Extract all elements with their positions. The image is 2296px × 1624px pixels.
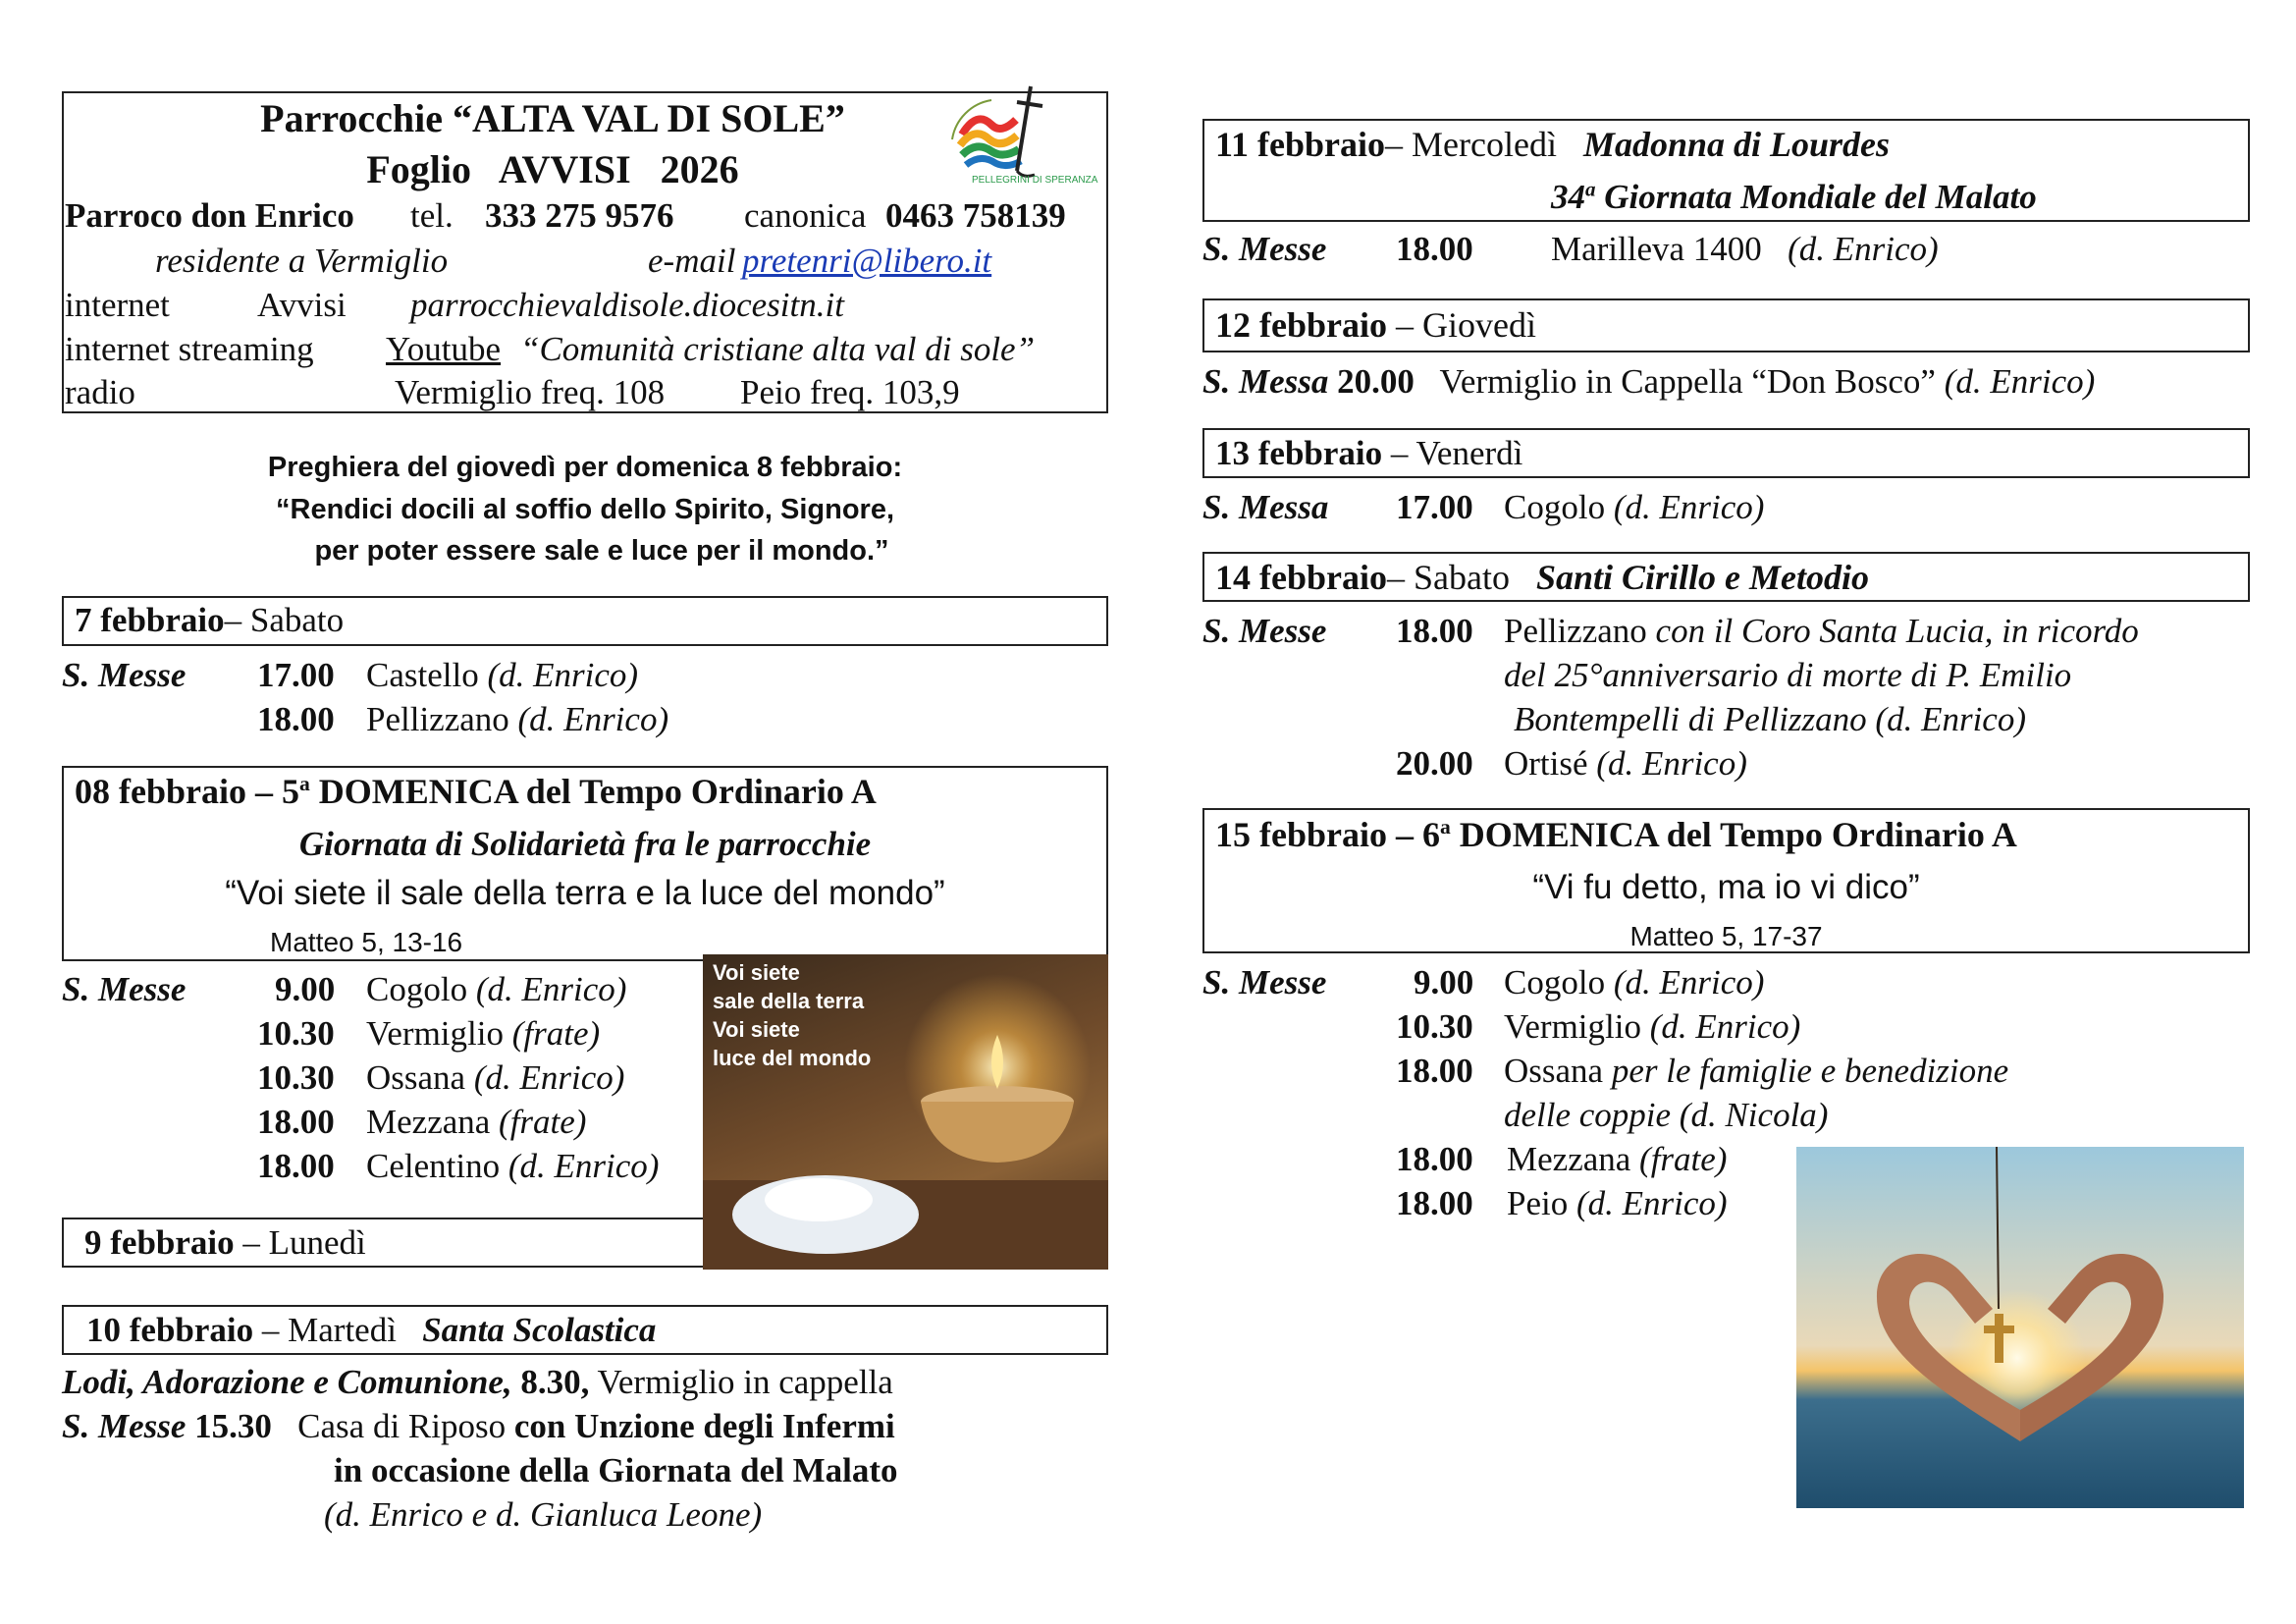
radio-peio: Peio freq. 103,9 bbox=[740, 373, 960, 411]
d8-time-4: 18.00 bbox=[257, 1147, 335, 1185]
day-15-label: S. Messe bbox=[1202, 963, 1327, 1001]
day-15-quote: “Vi fu detto, ma io vi dico” bbox=[1532, 868, 1920, 906]
header-title: Parrocchie “ALTA VAL DI SOLE” bbox=[260, 96, 845, 140]
d7-row-0: Castello (d. Enrico) bbox=[366, 656, 639, 694]
day-14-place1: Pellizzano con il Coro Santa Lucia, in ricordo bbox=[1504, 612, 2139, 650]
internet-label: internet bbox=[65, 286, 170, 324]
d15-row-5: Peio (d. Enrico) bbox=[1507, 1184, 1728, 1222]
email-link[interactable]: pretenri@libero.it bbox=[742, 242, 992, 280]
day-8-quote: “Voi siete il sale della terra e la luce del mondo” bbox=[225, 874, 945, 912]
d8-row-4: Celentino (d. Enrico) bbox=[366, 1147, 660, 1185]
d8-time-0: 9.00 bbox=[275, 970, 336, 1008]
day-8-label: S. Messe bbox=[62, 970, 187, 1008]
d15-row-4: Mezzana (frate) bbox=[1507, 1140, 1728, 1178]
day-13-title: 13 febbraio – Venerdì bbox=[1215, 434, 1523, 472]
day-10-occasione: in occasione della Giornata del Malato bbox=[334, 1451, 898, 1489]
day-8-giornata: Giornata di Solidarietà fra le parrocchie bbox=[298, 825, 872, 863]
day-11-title: 11 febbraio– Mercoledì Madonna di Lourdes bbox=[1215, 125, 1891, 164]
residence: residente a Vermiglio bbox=[155, 242, 449, 280]
jubilee-logo bbox=[933, 81, 1098, 189]
prayer-line3: per poter essere sale e luce per il mondo.” bbox=[314, 535, 889, 567]
canonica-label: canonica bbox=[744, 196, 867, 235]
day-8-title: 08 febbraio – 5$^a$ DOMENICA del Tempo Ordinario A bbox=[75, 772, 877, 811]
d8-time-1: 10.30 bbox=[257, 1014, 335, 1053]
day-14-time2: 20.00 bbox=[1396, 744, 1473, 783]
youtube-channel: “Comunità cristiane alta val di sole” bbox=[520, 330, 1036, 368]
d15-row-0: Cogolo (d. Enrico) bbox=[1504, 963, 1765, 1001]
d8-time-3: 18.00 bbox=[257, 1103, 335, 1141]
logo-caption: PELLEGRINI DI SPERANZA bbox=[972, 175, 1098, 186]
day-14-note3: Bontempelli di Pellizzano (d. Enrico) bbox=[1514, 700, 2026, 738]
day-14-title: 14 febbraio– Sabato Santi Cirillo e Metodio bbox=[1215, 558, 1870, 597]
day-15-ref: Matteo 5, 17-37 bbox=[1629, 921, 1823, 951]
candle-salt-image bbox=[703, 954, 1108, 1270]
radio-label: radio bbox=[65, 373, 135, 411]
d8-row-2: Ossana (d. Enrico) bbox=[366, 1058, 625, 1097]
day-7-label: S. Messe bbox=[62, 656, 187, 694]
day-13-label: S. Messa bbox=[1202, 488, 1329, 526]
day-7-title: 7 febbraio– Sabato bbox=[75, 601, 345, 639]
canonica-number: 0463 758139 bbox=[885, 196, 1066, 235]
d15-time-4: 18.00 bbox=[1396, 1140, 1473, 1178]
day-15-title: 15 febbraio – 6$^a$ DOMENICA del Tempo Ordinario A bbox=[1215, 815, 2017, 854]
avvisi-label: Avvisi bbox=[257, 286, 347, 324]
day-14-note2: del 25°anniversario di morte di P. Emilio bbox=[1504, 656, 2072, 694]
d8-row-3: Mezzana (frate) bbox=[366, 1103, 587, 1141]
d15-time-5: 18.00 bbox=[1396, 1184, 1473, 1222]
d8-row-0: Cogolo (d. Enrico) bbox=[366, 970, 627, 1008]
prayer-line2: “Rendici docili al soffio dello Spirito, Signore, bbox=[276, 494, 894, 525]
day-11-place: Marilleva 1400 (d. Enrico) bbox=[1551, 230, 1939, 268]
d8-time-2: 10.30 bbox=[257, 1058, 335, 1097]
day-14-label: S. Messe bbox=[1202, 612, 1327, 650]
day-8-ref: Matteo 5, 13-16 bbox=[270, 927, 463, 957]
tel-label: tel. bbox=[410, 196, 454, 235]
image-text-1: sale della terra bbox=[713, 989, 865, 1013]
streaming-label: internet streaming bbox=[65, 330, 314, 368]
d7-row-1: Pellizzano (d. Enrico) bbox=[366, 700, 669, 738]
header-subtitle: Foglio AVVISI 2026 bbox=[366, 147, 739, 191]
d15-time-0: 9.00 bbox=[1414, 963, 1474, 1001]
day-10-title: 10 febbraio – Martedì Santa Scolastica bbox=[86, 1311, 657, 1349]
day-11-time: 18.00 bbox=[1396, 230, 1473, 268]
tel-number: 333 275 9576 bbox=[485, 196, 674, 235]
d15-row-1: Vermiglio (d. Enrico) bbox=[1504, 1007, 1801, 1046]
day-14-place2: Ortisé (d. Enrico) bbox=[1504, 744, 1747, 783]
d8-row-1: Vermiglio (frate) bbox=[366, 1014, 601, 1053]
radio-vermiglio: Vermiglio freq. 108 bbox=[395, 373, 666, 411]
d15-time-1: 10.30 bbox=[1396, 1007, 1473, 1046]
prayer-line1: Preghiera del giovedì per domenica 8 febbraio: bbox=[267, 452, 903, 483]
day-11-giornata: 34$^a$ Giornata Mondiale del Malato bbox=[1551, 177, 2037, 216]
day-12-row: S. Messa 20.00 Vermiglio in Cappella “Don Bosco” (d. Enrico) bbox=[1202, 362, 2096, 401]
d7-time-0: 17.00 bbox=[257, 656, 335, 694]
day-10-who: (d. Enrico e d. Gianluca Leone) bbox=[324, 1495, 763, 1534]
image-text-2: Voi siete bbox=[713, 1017, 800, 1042]
day-11-label: S. Messe bbox=[1202, 230, 1327, 268]
heart-hands-image bbox=[1796, 1147, 2244, 1508]
d15-row-3: delle coppie (d. Nicola) bbox=[1504, 1096, 1829, 1134]
day-14-time1: 18.00 bbox=[1396, 612, 1473, 650]
youtube-label[interactable]: Youtube bbox=[386, 330, 502, 368]
d15-time-2: 18.00 bbox=[1396, 1052, 1473, 1090]
email-label: e-mail bbox=[648, 242, 736, 280]
day-10-lodi: Lodi, Adorazione e Comunione, 8.30, Vermiglio in cappella bbox=[62, 1363, 893, 1401]
day-9-title: 9 febbraio – Lunedì bbox=[84, 1223, 366, 1262]
d15-row-2: Ossana per le famiglie e benedizione bbox=[1504, 1052, 2009, 1090]
day-13-time: 17.00 bbox=[1396, 488, 1473, 526]
day-13-place: Cogolo (d. Enrico) bbox=[1504, 488, 1765, 526]
website[interactable]: parrocchievaldisole.diocesitn.it bbox=[410, 286, 844, 324]
d7-time-1: 18.00 bbox=[257, 700, 335, 738]
day-12-title: 12 febbraio – Giovedì bbox=[1215, 305, 1536, 345]
image-text-3: luce del mondo bbox=[713, 1046, 872, 1070]
day-10-messe: S. Messe 15.30 Casa di Riposo con Unzione degli Infermi bbox=[62, 1407, 895, 1445]
parroco-label: Parroco don Enrico bbox=[65, 196, 354, 235]
image-text-0: Voi siete bbox=[713, 960, 800, 985]
